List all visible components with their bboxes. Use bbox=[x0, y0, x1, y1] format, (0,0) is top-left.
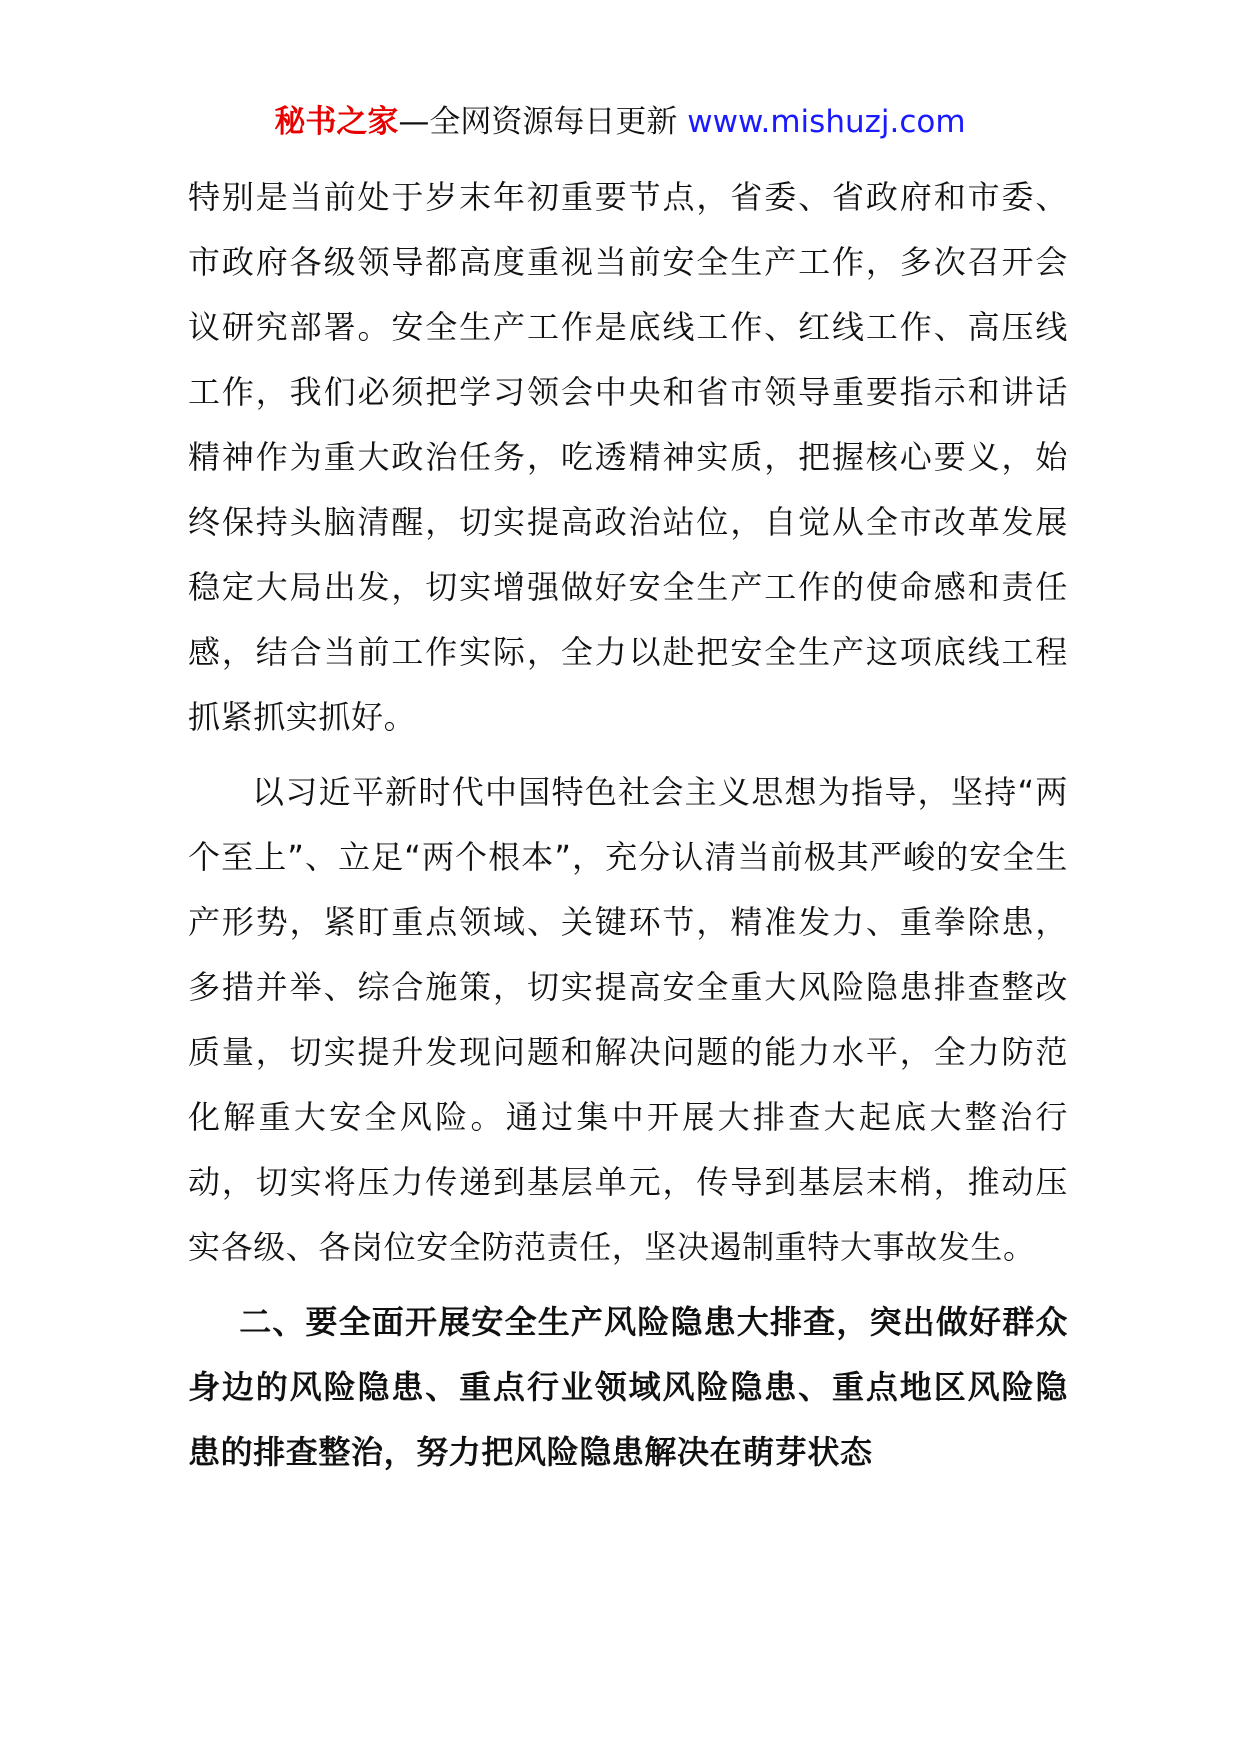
document-body bbox=[188, 165, 1068, 1485]
website-link[interactable]: www.mishuzj.com bbox=[687, 104, 966, 140]
header-slogan: —全网资源每日更新 bbox=[398, 104, 688, 140]
paragraph-1: 特别是当前处于岁末年初重要节点，省委、省政府和市委、市政府各级领导都高度重视当前安全生产工作，多次召开会议研究部署。安全生产工作是底线工作、红线工作、高压线工作，我们必须把学习领会中央和省市领导重要指示和讲话精神作为重大政治任务，吃透精神实质，把握核心要义，始终保持头脑清醒，切实提高政治站位，自觉从全市改革发展稳定大局出发，切实增强做好安全生产工作的使命感和责任感，结合当前工作实际，全力以赴把安全生产这项底线工程抓紧抓实抓好。 bbox=[188, 178, 1068, 736]
watermark-header bbox=[0, 100, 1240, 144]
brand-name: 秘书之家 bbox=[274, 104, 399, 140]
paragraph-2: 以习近平新时代中国特色社会主义思想为指导，坚持“两个至上”、立足“两个根本”，充分认清当前极其严峻的安全生产形势，紧盯重点领域、关键环节，精准发力、重拳除患，多措并举、综合施策，切实提高安全重大风险隐患排查整改质量，切实提升发现问题和解决问题的能力水平，全力防范化解重大安全风险。通过集中开展大排查大起底大整治行动，切实将压力传递到基层单元，传导到基层末梢，推动压实各级、各岗位安全防范责任，坚决遏制重特大事故发生。 bbox=[188, 773, 1068, 1266]
section-heading: 二、要全面开展安全生产风险隐患大排查，突出做好群众身边的风险隐患、重点行业领域风险隐患、重点地区风险隐患的排查整治，努力把风险隐患解决在萌芽状态 bbox=[188, 1303, 1068, 1471]
